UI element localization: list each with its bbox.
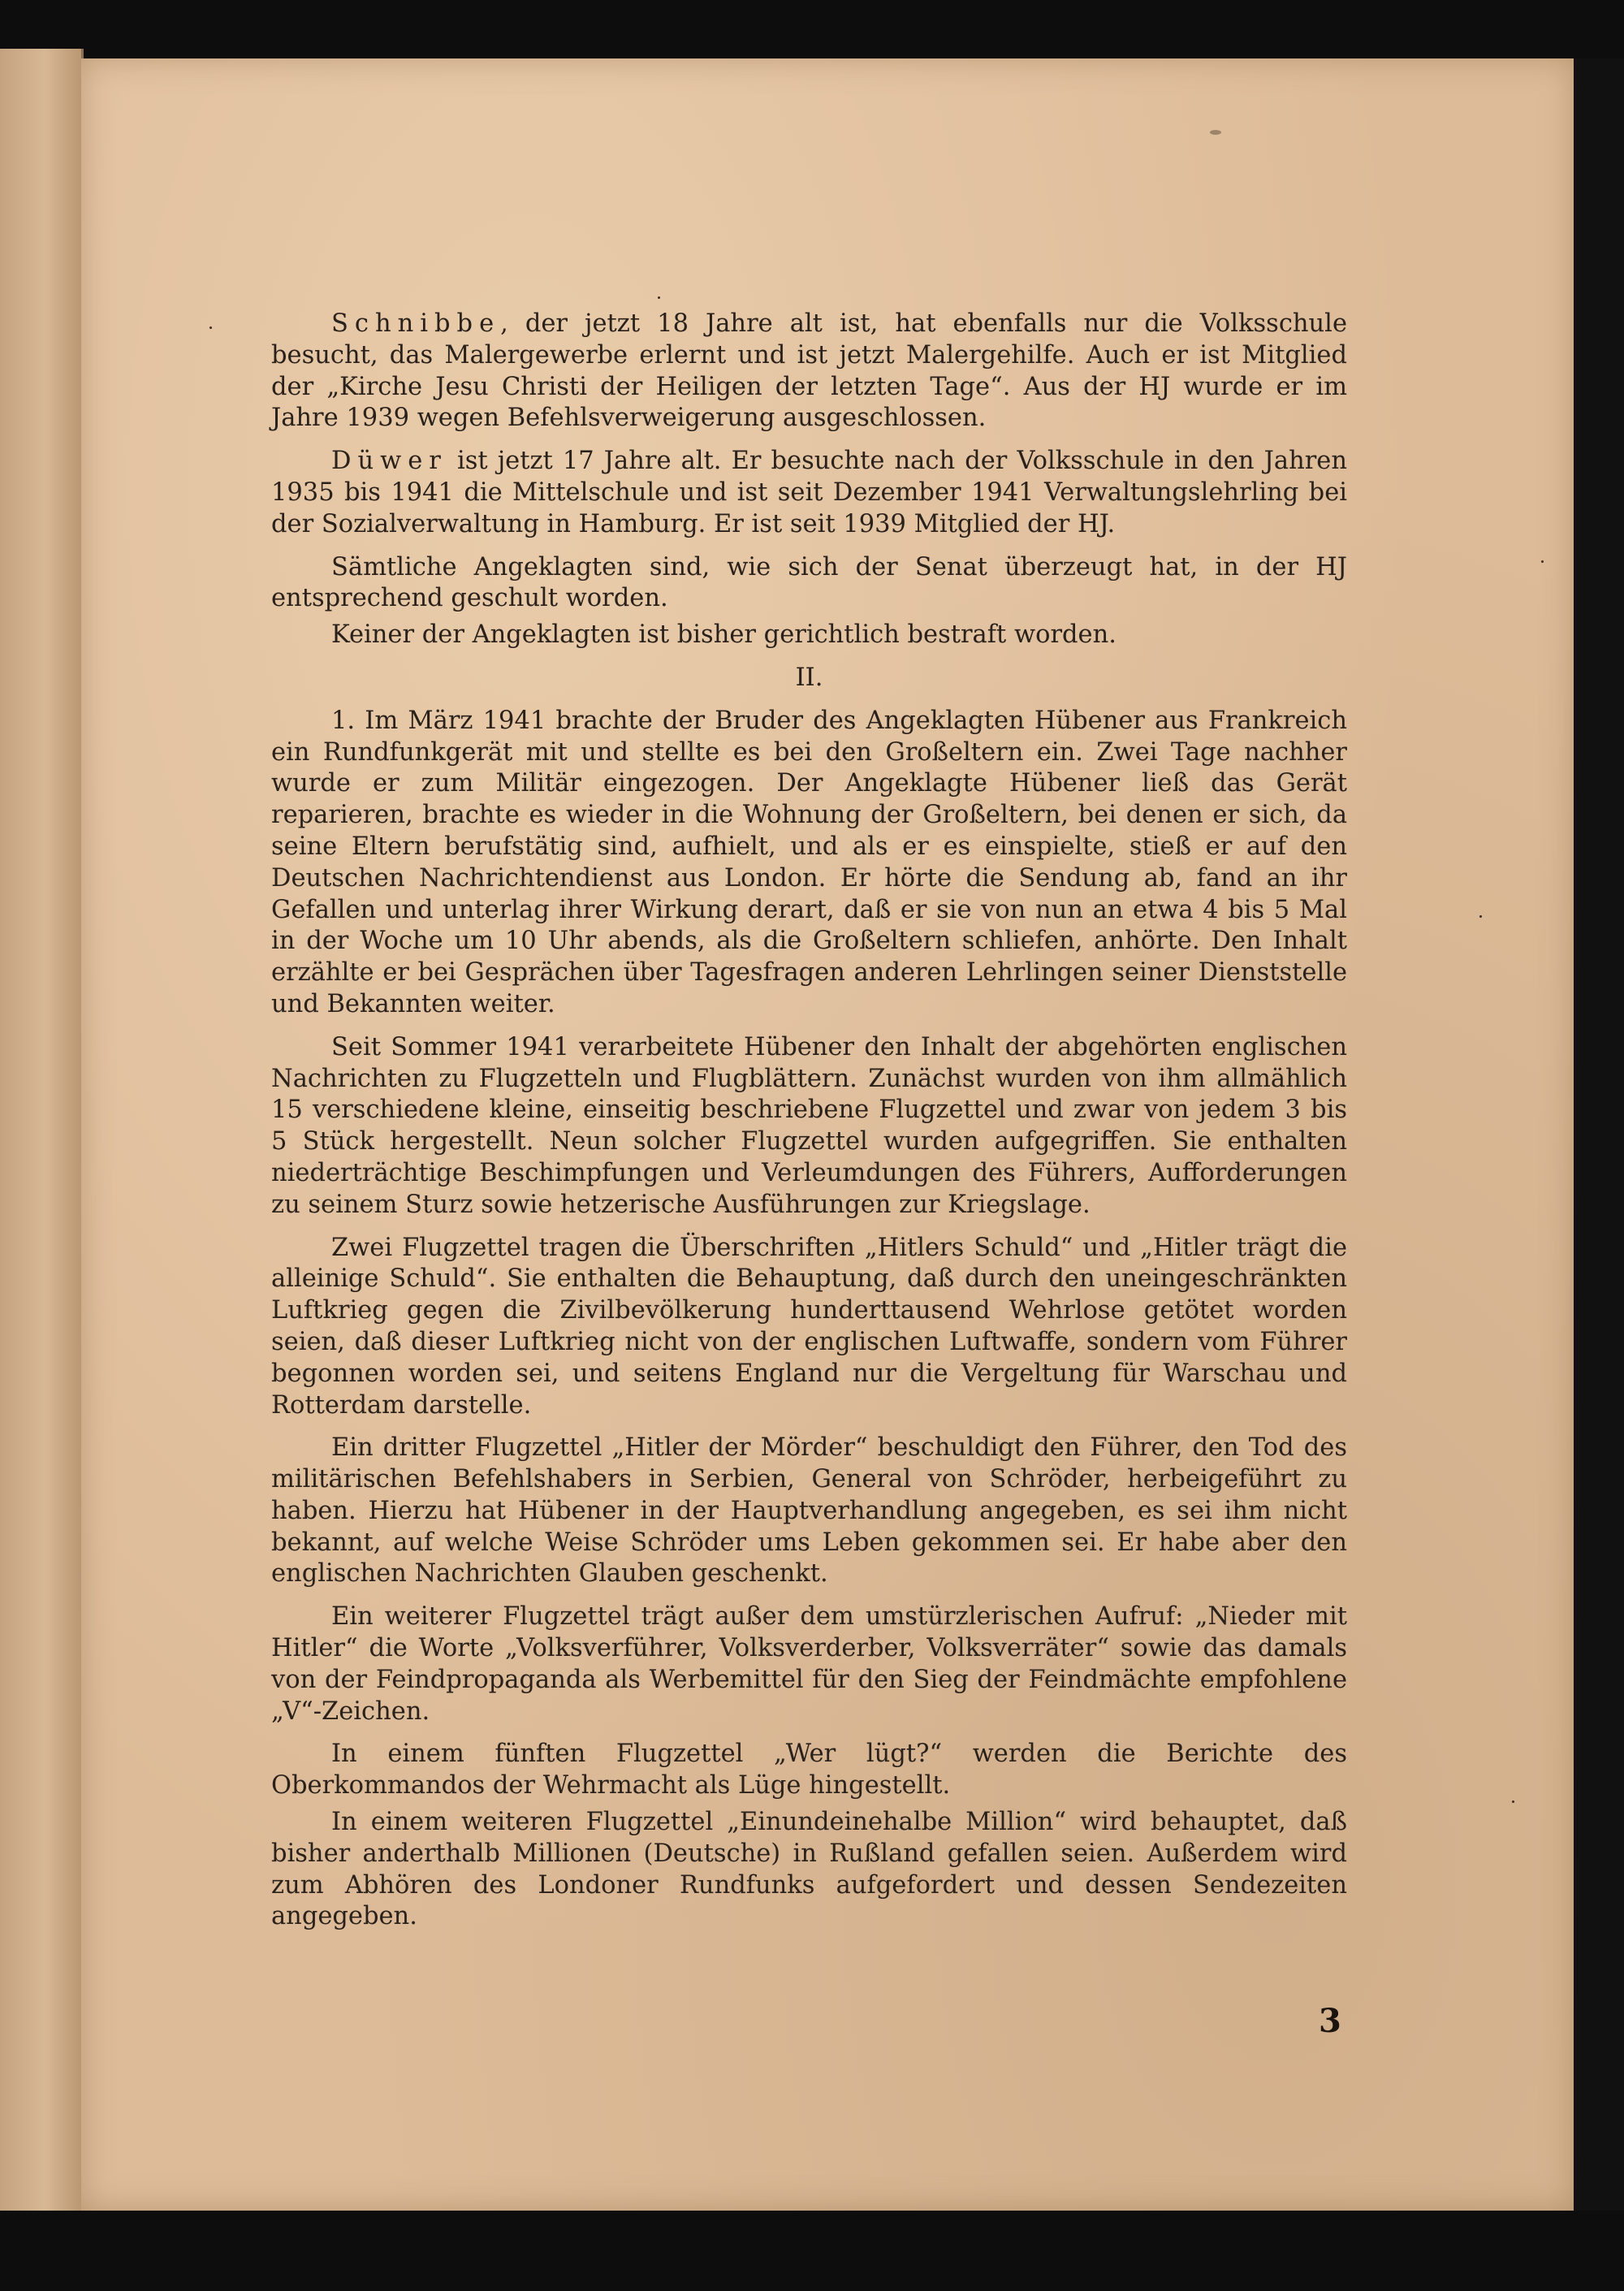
section-paragraph: 1. Im März 1941 brachte der Bruder des Angeklagten Hübener aus Frankreich ein Rundfunkgerät mit und stellte es bei den Großeltern ein. Zwei Tage nachher wurde er zum Militär eingezogen. Der Angeklagte Hübener ließ das Gerät reparieren, brachte es wieder in die Wohnung der Großeltern, bei denen er sich, da seine Eltern berufstätig sind, aufhielt, und als er es einspielte, stieß er auf den Deutschen Nachrichtendienst aus London. Er hörte die Sendung ab, fand an ihr Gefallen und unterlag ihrer Wirkung derart, daß er sie von nun an etwa 4 bis 5 Mal in der Woche um 10 Uhr abends, als die Großeltern schliefen, anhörte. Den Inhalt erzählte er bei Gesprächen über Tagesfragen anderen Lehrlingen seiner Dienststelle und Bekannten weiter.: [271, 706, 1347, 1018]
paragraph-schulung: [271, 552, 1347, 616]
previous-page-edge: [0, 49, 84, 2266]
section-paragraph: Zwei Flugzettel tragen die Überschriften „Hitlers Schuld“ und „Hitler trägt die alleinige Schuld“. Sie enthalten die Behauptung, daß durch den uneingeschränkten Luftkrieg gegen die Zivilbevölkerung hunderttausend Wehrlose getötet worden seien, daß dieser Luftkrieg nicht von der englischen Luftwaffe, sondern vom Führer begonnen worden sei, und seitens England nur die Vergeltung für Warschau und Rotterdam darstelle.: [271, 1233, 1347, 1420]
paper-speck: [1541, 560, 1544, 563]
page-number: 3: [1319, 2002, 1341, 2040]
paragraph-text: ist jetzt 17 Jahre alt. Er besuchte nach der Volksschule in den Jahren 1935 bis 1941 die Mittelschule und ist seit Dezember 1941 Verwaltungslehrling bei der Sozialverwaltung in Hamburg. Er ist seit 1939 Mitglied der HJ.: [271, 447, 1347, 538]
document-body: [271, 309, 1347, 1944]
section-paragraph: In einem weiteren Flugzettel „Einundeinehalbe Million“ wird behauptet, daß bisher anderthalb Millionen (Deutsche) in Rußland gefallen seien. Außerdem wird zum Abhören des Londoner Rundfunks aufgefordert und dessen Sendezeiten angegeben.: [271, 1808, 1347, 1931]
paper-speck: [1210, 130, 1221, 135]
section-paragraph: Ein weiterer Flugzettel trägt außer dem umstürzlerischen Aufruf: „Nieder mit Hitler“ die Worte „Volksverführer, Volksverderber, Volksverräter“ sowie das damals von der Feindpropaganda als Werbemittel für den Sieg der Feindmächte empfohlene „V“-Zeichen.: [271, 1602, 1347, 1726]
name-lead: Düwer: [331, 447, 447, 476]
paper-speck: [209, 326, 212, 329]
paragraph-text: Sämtliche Angeklagten sind, wie sich der Senat überzeugt hat, in der HJ entsprechend geschult worden.: [271, 552, 1347, 613]
section-paragraph: Ein dritter Flugzettel „Hitler der Mörder“ beschuldigt den Führer, den Tod des militärischen Befehlshabers in Serbien, General von Schröder, herbeigeführt zu haben. Hierzu hat Hübener in der Hauptverhandlung angegeben, es sei ihm nicht bekannt, auf welche Weise Schröder ums Leben gekommen sei. Er habe aber den englischen Nachrichten Glauben geschenkt.: [271, 1433, 1347, 1589]
paragraph-text: Keiner der Angeklagten ist bisher gerichtlich bestraft worden.: [331, 620, 1116, 650]
section-paragraph: Seit Sommer 1941 verarbeitete Hübener den Inhalt der abgehörten englischen Nachrichten zu Flugzetteln und Flugblättern. Zunächst wurden von ihm allmählich 15 verschiedene kleine, einseitig beschriebene Flugzettel und zwar von jedem 3 bis 5 Stück hergestellt. Neun solcher Flugzettel wurden aufgegriffen. Sie enthalten niederträchtige Beschimpfungen und Verleumdungen des Führers, Aufforderungen zu seinem Sturz sowie hetzerische Ausführungen zur Kriegslage.: [271, 1032, 1347, 1219]
scan-background-top: [0, 0, 1624, 58]
scan-background-bottom: [0, 2211, 1624, 2291]
paragraph-vorstrafen: [271, 620, 1347, 651]
section-paragraph: In einem fünften Flugzettel „Wer lügt?“ werden die Berichte des Oberkommandos der Wehrmacht als Lüge hingestellt.: [271, 1740, 1347, 1800]
paragraph-text: , der jetzt 18 Jahre alt ist, hat ebenfalls nur die Volksschule besucht, das Malergewerbe erlernt und ist jetzt Malergehilfe. Auch er ist Mitglied der „Kirche Jesu Christi der Heiligen der letzten Tage“. Aus der HJ wurde er im Jahre 1939 wegen Befehlsverweigerung ausgeschlossen.: [271, 309, 1347, 433]
name-lead: Schnibbe: [331, 309, 501, 338]
paper-speck: [658, 296, 660, 299]
paragraph-schnibbe: [271, 309, 1347, 434]
section-heading: II.: [795, 663, 823, 692]
paper-speck: [1479, 915, 1482, 918]
paper-speck: [1512, 1800, 1514, 1803]
paragraph-duewer: [271, 446, 1347, 540]
